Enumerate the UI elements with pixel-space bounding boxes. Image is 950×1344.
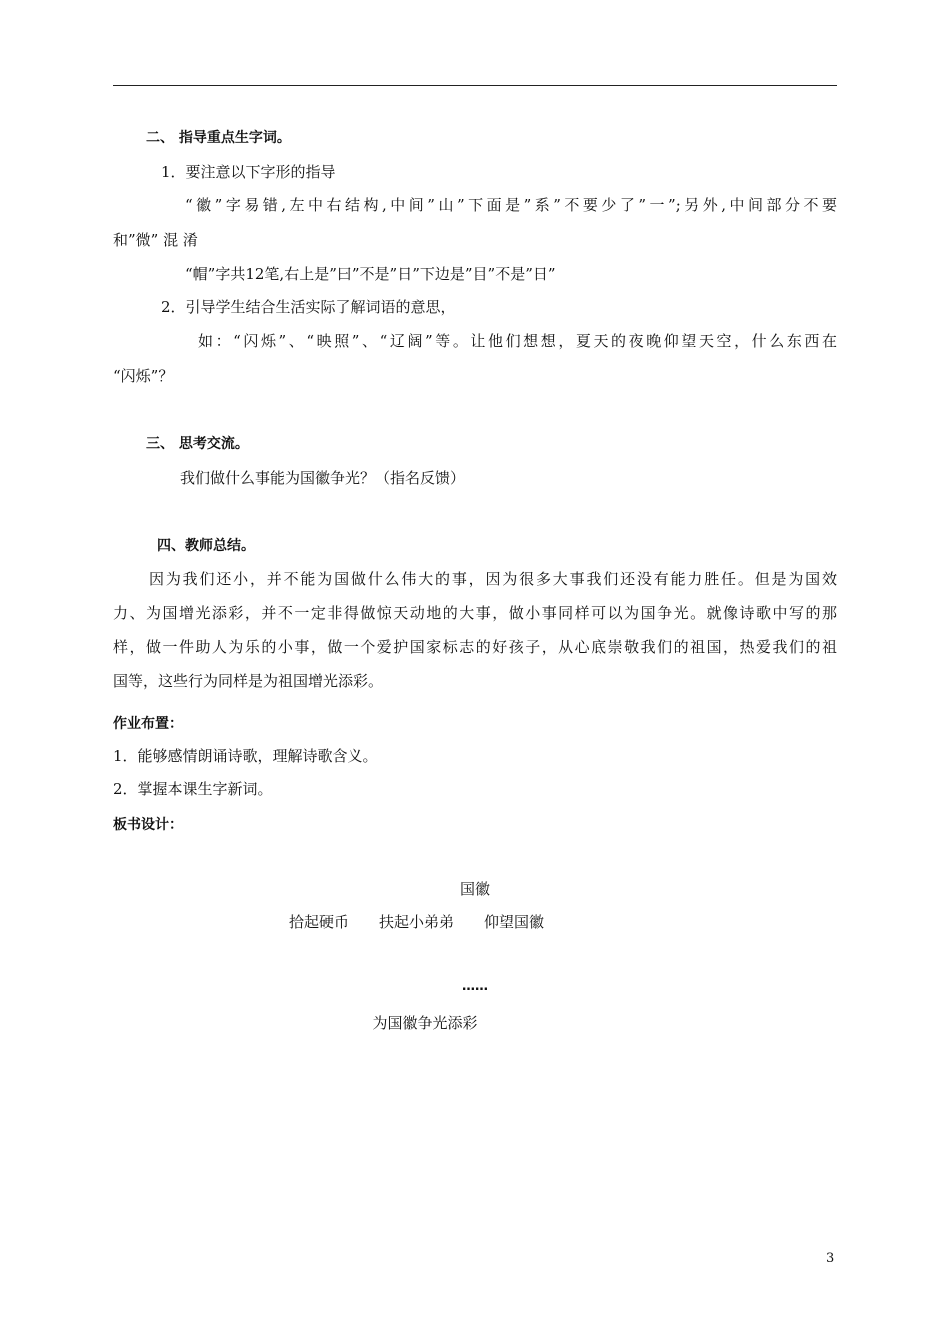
board-row-1: 拾起硬币 扶起小弟弟 仰望国徽 (289, 913, 545, 931)
summary-line-4: 国等，这些行为同样是为祖国增光添彩。 (113, 672, 384, 690)
homework-item-2: 2．掌握本课生字新词。 (113, 780, 273, 798)
summary-line-1: 因为我们还小，并不能为国做什么伟大的事，因为很多大事我们还没有能力胜任。但是为国效 (149, 570, 837, 588)
section-3-heading: 三、 思考交流。 (146, 436, 249, 452)
section-2-item-2: 2．引导学生结合生活实际了解词语的意思， (161, 298, 456, 316)
section-2-item-1: 1．要注意以下字形的指导 (161, 163, 336, 181)
board-conclusion: 为国徽争光添彩 (372, 1014, 478, 1032)
mao-note: “帽”字共12笔,右上是”曰”不是”日”下边是”目”不是”日” (185, 265, 556, 283)
section-3-question: 我们做什么事能为国徽争光？（指名反馈） (180, 469, 466, 487)
page-number: 3 (826, 1251, 835, 1266)
wei-note-line-1: “徽”字易错,左中右结构,中间”山”下面是”系”不要少了”一”;另外,中间部分不要 (185, 196, 837, 214)
board-heading: 板书设计： (113, 817, 183, 833)
header-rule (113, 85, 837, 86)
section-2-heading: 二、 指导重点生字词。 (146, 130, 291, 146)
summary-line-2: 力、为国增光添彩，并不一定非得做惊天动地的大事，做小事同样可以为国争光。就像诗歌中写的那 (113, 604, 837, 622)
example-line-2: “闪烁”？ (113, 367, 174, 385)
homework-heading: 作业布置： (113, 716, 183, 732)
homework-item-1: 1．能够感情朗诵诗歌，理解诗歌含义。 (113, 747, 378, 765)
section-4-heading: 四、教师总结。 (157, 538, 255, 554)
wei-note-line-2: 和”微” 混 淆 (113, 231, 198, 249)
example-line-1: 如：“闪烁”、“映照”、“辽阔”等。让他们想想，夏天的夜晚仰望天空，什么东西在 (198, 332, 837, 350)
board-ellipsis: …… (462, 979, 488, 994)
board-title: 国徽 (459, 880, 490, 898)
summary-line-3: 样，做一件助人为乐的小事，做一个爱护国家标志的好孩子，从心底崇敬我们的祖国，热爱我们的祖 (113, 638, 837, 656)
